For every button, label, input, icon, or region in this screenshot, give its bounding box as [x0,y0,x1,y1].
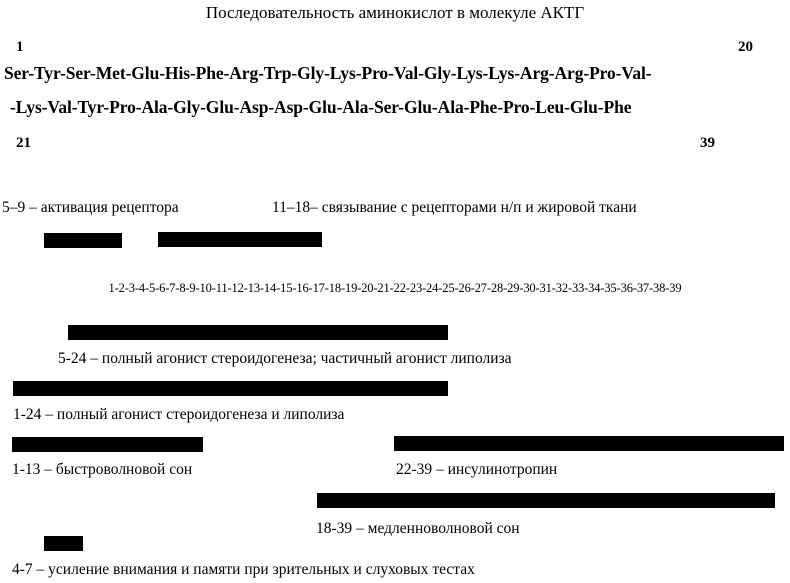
fragment-label-22-39: 22-39 – инсулинотропин [396,461,558,478]
sequence-line-2: -Lys-Val-Tyr-Pro-Ala-Gly-Glu-Asp-Asp-Glu-Ala-Ser-Glu-Ala-Phe-Pro-Leu-Glu-Phe [10,97,632,117]
fragment-bar-4-7 [44,536,83,551]
fragment-label-5-9: 5–9 – активация рецептора [2,199,179,216]
page-title: Последовательность аминокислот в молекуле АКТГ [205,3,585,22]
sequence-index-1: 1 [16,39,24,55]
fragment-label-1-13: 1-13 – быстроволновой сон [12,461,193,478]
sequence-index-21: 21 [16,135,31,151]
fragment-bar-1-24 [13,381,448,396]
sequence-index-39: 39 [700,135,715,151]
fragment-label-1-24: 1-24 – полный агонист стероидогенеза и липолиза [13,406,345,423]
fragment-bar-1-13 [12,437,203,452]
fragment-label-11-18: 11–18– связывание с рецепторами н/п и жировой ткани [272,199,637,216]
fragment-bar-18-39 [317,493,775,508]
fragment-bar-11-18 [158,232,322,247]
fragment-label-5-24: 5-24 – полный агонист стероидогенеза; частичный агонист липолиза [58,350,512,367]
fragment-bar-5-24 [68,325,448,340]
fragment-label-18-39: 18-39 – медленноволновой сон [316,520,520,537]
fragment-bar-5-9 [44,233,122,248]
sequence-line-1: Ser-Tyr-Ser-Met-Glu-His-Phe-Arg-Trp-Gly-Lys-Pro-Val-Gly-Lys-Lys-Arg-Arg-Pro-Val- [4,63,652,83]
fragment-label-4-7: 4-7 – усиление внимания и памяти при зрительных и слуховых тестах [12,561,475,578]
position-scale-ruler: 1-2-3-4-5-6-7-8-9-10-11-12-13-14-15-16-17-18-19-20-21-22-23-24-25-26-27-28-29-30-31-32-33-34-35-36-37-38-39 [108,281,682,295]
sequence-index-20: 20 [738,39,753,55]
fragment-bar-22-39 [394,436,784,451]
